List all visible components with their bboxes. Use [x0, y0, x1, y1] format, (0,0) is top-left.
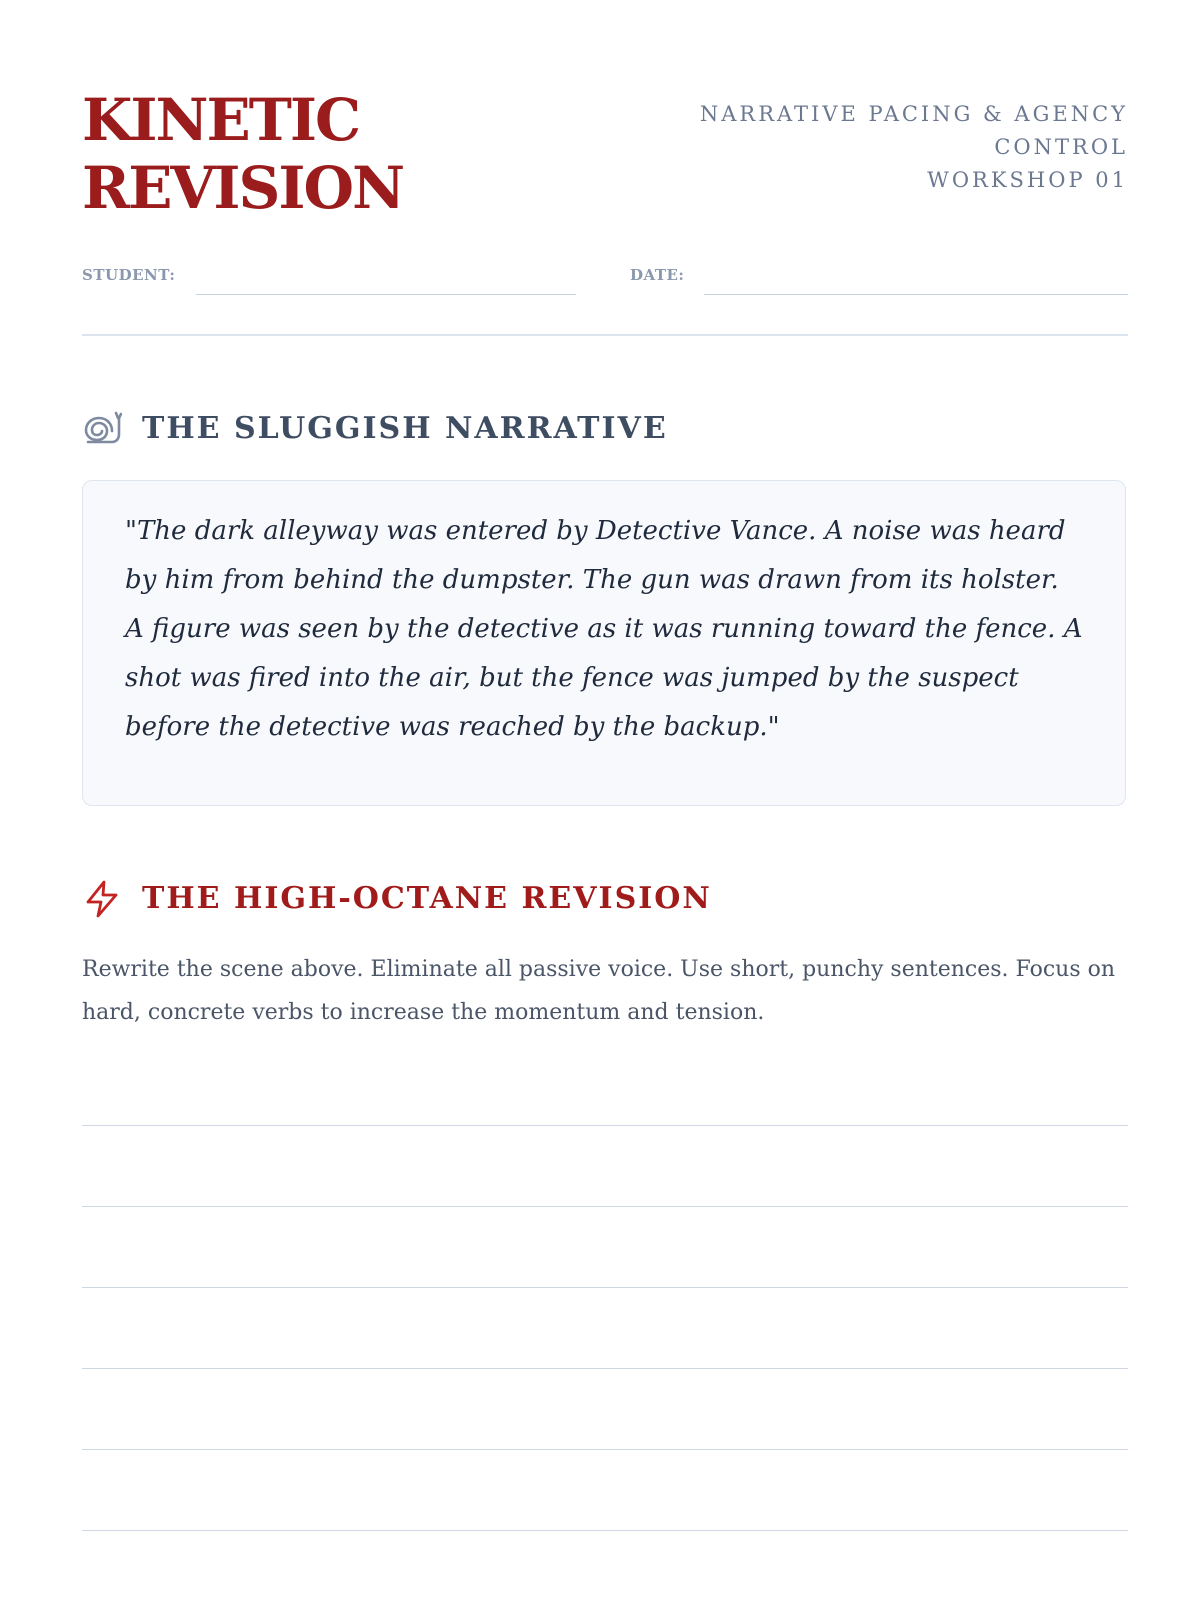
sluggish-heading: THE SLUGGISH NARRATIVE — [142, 411, 668, 446]
meta-line-3: WORKSHOP 01 — [927, 168, 1128, 192]
meta-line-2: CONTROL — [994, 135, 1128, 159]
writing-line[interactable] — [82, 1125, 1128, 1126]
sluggish-passage: "The dark alleyway was entered by Detective Vance. A noise was heard by him from behind the dumpster. The gun was drawn from its holster. A figure was seen by the detective as it was running toward the fence. A shot was fired into the air, but the fence was jumped by the suspect before the detective was reached by the backup." — [125, 516, 1083, 742]
writing-line[interactable] — [82, 1206, 1128, 1207]
title-line-2: REVISION — [82, 154, 404, 222]
writing-line[interactable] — [82, 1449, 1128, 1450]
worksheet-page — [82, 0, 1128, 1600]
title-line-1: KINETIC — [82, 86, 360, 154]
revision-instructions: Rewrite the scene above. Eliminate all passive voice. Use short, punchy sentences. Focus on hard, concrete verbs to increase the momentum and tension. — [82, 957, 1116, 1025]
student-label: STUDENT: — [82, 266, 176, 284]
meta-line-1: NARRATIVE PACING & AGENCY — [699, 102, 1128, 126]
writing-line[interactable] — [82, 1287, 1128, 1288]
writing-line[interactable] — [82, 1368, 1128, 1369]
octane-heading: THE HIGH-OCTANE REVISION — [142, 881, 712, 916]
date-label: DATE: — [630, 266, 685, 284]
writing-area[interactable] — [82, 0, 1128, 1600]
writing-line[interactable] — [82, 1530, 1128, 1531]
